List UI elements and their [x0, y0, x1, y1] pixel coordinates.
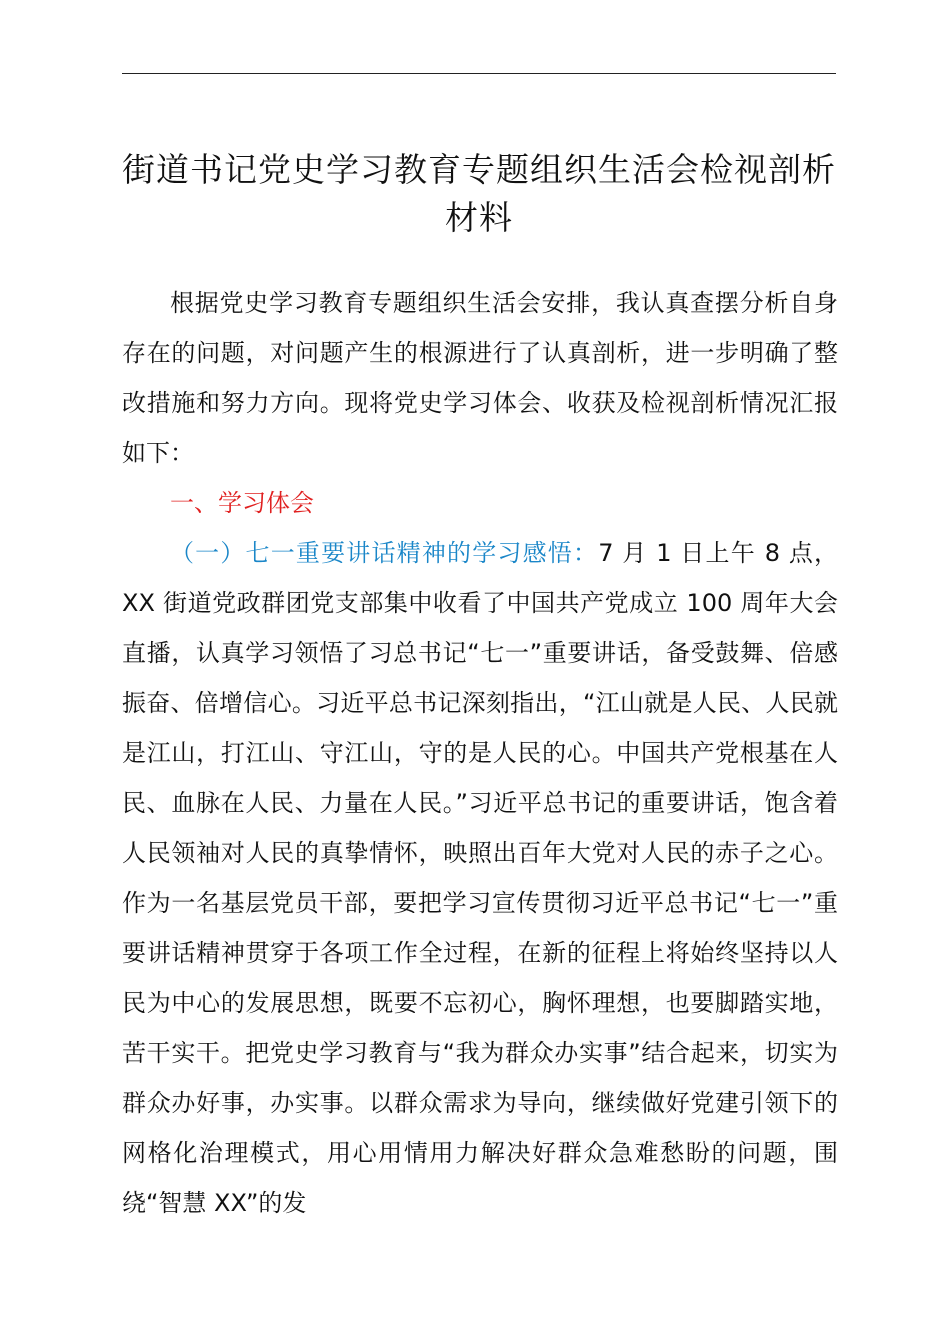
subsection-paragraph	[122, 528, 838, 1228]
subsection-heading: （一）七一重要讲话精神的学习感悟：	[170, 539, 599, 567]
intro-paragraph: 根据党史学习教育专题组织生活会安排，我认真查摆分析自身存在的问题，对问题产生的根源进行了认真剖析，进一步明确了整改措施和努力方向。现将党史学习体会、收获及检视剖析情况汇报如下：	[122, 289, 838, 467]
section-heading: 一、学习体会	[170, 489, 314, 517]
document-title: 街道书记党史学习教育专题组织生活会检视剖析材料	[122, 150, 836, 237]
subsection-text: 7 月 1 日上午 8 点，XX 街道党政群团党支部集中收看了中国共产党成立 100 周年大会直播，认真学习领悟了习总书记“七一”重要讲话，备受鼓舞、倍感振奋、倍增信心。习近平总书记深刻指出，“江山就是人民、人民就是江山，打江山、守江山，守的是人民的心。中国共产党根基在人民、血脉在人民、力量在人民。”习近平总书记的重要讲话，饱含着人民领袖对人民的真挚情怀，映照出百年大党对人民的赤子之心。作为一名基层党员干部，要把学习宣传贯彻习近平总书记“七一”重要讲话精神贯穿于各项工作全过程，在新的征程上将始终坚持以人民为中心的发展思想，既要不忘初心，胸怀理想，也要脚踏实地，苦干实干。把党史学习教育与“我为群众办实事”结合起来，切实为群众办好事，办实事。以群众需求为导向，继续做好党建引领下的网格化治理模式，用心用情用力解决好群众急难愁盼的问题，围绕“智慧 XX”的发	[122, 539, 839, 1217]
header-rule	[122, 73, 836, 74]
document-body	[122, 278, 838, 1228]
